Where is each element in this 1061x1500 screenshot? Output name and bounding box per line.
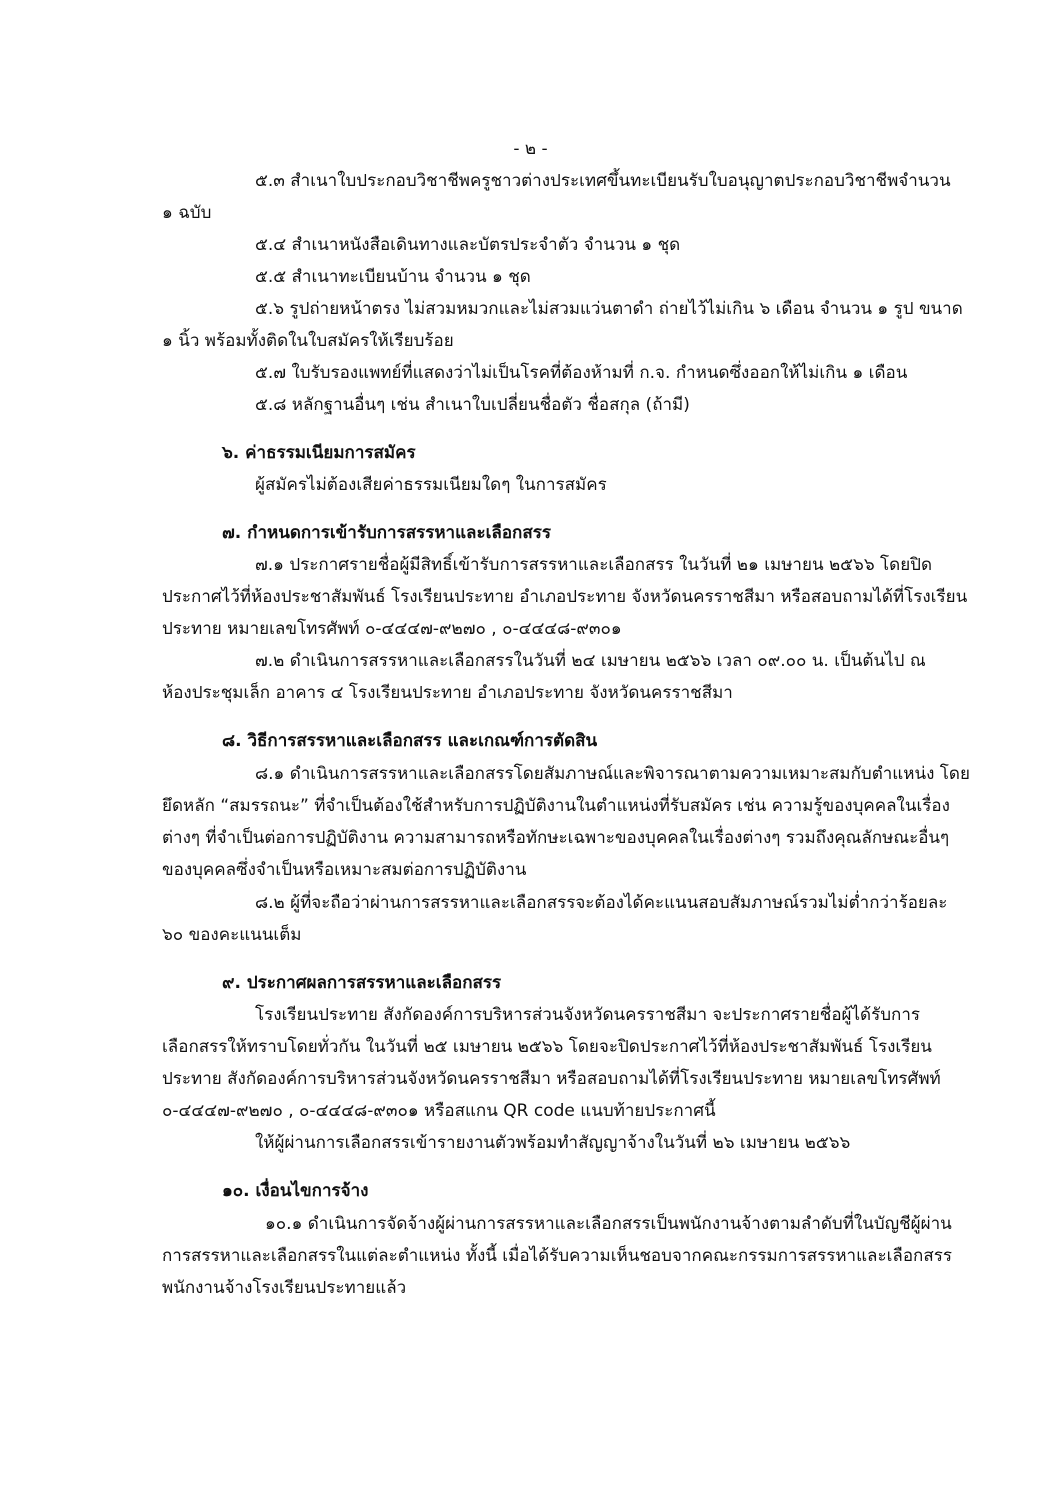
item-5-7: ๕.๗ ใบรับรองแพทย์ที่แสดงว่าไม่เป็นโรคที่ต้องห้ามที่ ก.จ. กำหนดซึ่งออกให้ไม่เกิน ๑ เดือน [255, 363, 908, 383]
item-10-1-line3: พนักงานจ้างโรงเรียนประทายแล้ว [162, 1278, 407, 1298]
item-8-2-line1: ๘.๒ ผู้ที่จะถือว่าผ่านการสรรหาและเลือกสรรจะต้องได้คะแนนสอบสัมภาษณ์รวมไม่ต่ำกว่าร้อยละ [255, 893, 948, 913]
item-7-2-line2: ห้องประชุมเล็ก อาคาร ๔ โรงเรียนประทาย อำเภอประทาย จังหวัดนครราชสีมา [162, 683, 733, 703]
item-5-5: ๕.๕ สำเนาทะเบียนบ้าน จำนวน ๑ ชุด [255, 267, 531, 287]
section-8-heading: ๘. วิธีการสรรหาและเลือกสรร และเกณฑ์การตัดสิน [222, 731, 598, 751]
item-10-1-line2: การสรรหาและเลือกสรรในแต่ละตำแหน่ง ทั้งนี้ เมื่อได้รับความเห็นชอบจากคณะกรรมการสรรหาและเลือกสรร [162, 1246, 952, 1266]
item-8-1-line1: ๘.๑ ดำเนินการสรรหาและเลือกสรรโดยสัมภาษณ์และพิจารณาตามความเหมาะสมกับตำแหน่ง โดย [255, 764, 970, 784]
section-9-line2: เลือกสรรให้ทราบโดยทั่วกัน ในวันที่ ๒๕ เมษายน ๒๕๖๖ โดยจะปิดประกาศไว้ที่ห้องประชาสัมพันธ์ โรงเรียน [162, 1037, 932, 1057]
item-7-1-line3: ประทาย หมายเลขโทรศัพท์ ๐-๔๔๔๗-๙๒๗๐ , ๐-๔๔๔๘-๙๓๐๑ [162, 619, 622, 639]
item-5-4: ๕.๔ สำเนาหนังสือเดินทางและบัตรประจำตัว จำนวน ๑ ชุด [255, 235, 681, 255]
item-5-3-line2: ๑ ฉบับ [162, 203, 212, 223]
item-7-1-line1: ๗.๑ ประกาศรายชื่อผู้มีสิทธิ์เข้ารับการสรรหาและเลือกสรร ในวันที่ ๒๑ เมษายน ๒๕๖๖ โดยปิด [255, 555, 932, 575]
page-number: - ๒ - [513, 139, 548, 159]
item-5-6-line2: ๑ นิ้ว พร้อมทั้งติดในใบสมัครให้เรียบร้อย [162, 331, 454, 351]
section-9-line1: โรงเรียนประทาย สังกัดองค์การบริหารส่วนจังหวัดนครราชสีมา จะประกาศรายชื่อผู้ได้รับการ [255, 1005, 920, 1025]
section-6-heading: ๖. ค่าธรรมเนียมการสมัคร [222, 443, 416, 463]
section-9-heading: ๙. ประกาศผลการสรรหาและเลือกสรร [222, 973, 502, 993]
section-9-line5: ให้ผู้ผ่านการเลือกสรรเข้ารายงานตัวพร้อมทำสัญญาจ้างในวันที่ ๒๖ เมษายน ๒๕๖๖ [255, 1133, 851, 1153]
section-6-text: ผู้สมัครไม่ต้องเสียค่าธรรมเนียมใดๆ ในการสมัคร [255, 475, 607, 495]
item-8-2-line2: ๖๐ ของคะแนนเต็ม [162, 925, 302, 945]
item-8-1-line4: ของบุคคลซึ่งจำเป็นหรือเหมาะสมต่อการปฏิบัติงาน [162, 860, 527, 880]
item-8-1-line3: ต่างๆ ที่จำเป็นต่อการปฏิบัติงาน ความสามารถหรือทักษะเฉพาะของบุคคลในเรื่องต่างๆ รวมถึงคุณลักษณะอื่นๆ [162, 828, 950, 848]
item-5-3-line1: ๕.๓ สำเนาใบประกอบวิชาชีพครูชาวต่างประเทศขึ้นทะเบียนรับใบอนุญาตประกอบวิชาชีพจำนวน [255, 171, 951, 191]
section-7-heading: ๗. กำหนดการเข้ารับการสรรหาและเลือกสรร [222, 523, 551, 543]
section-9-line4: ๐-๔๔๔๗-๙๒๗๐ , ๐-๔๔๔๘-๙๓๐๑ หรือสแกน QR code แนบท้ายประกาศนี้ [162, 1101, 716, 1121]
item-5-8: ๕.๘ หลักฐานอื่นๆ เช่น สำเนาใบเปลี่ยนชื่อตัว ชื่อสกุล (ถ้ามี) [255, 395, 690, 415]
section-10-heading: ๑๐. เงื่อนไขการจ้าง [222, 1181, 369, 1201]
item-7-1-line2: ประกาศไว้ที่ห้องประชาสัมพันธ์ โรงเรียนประทาย อำเภอประทาย จังหวัดนครราชสีมา หรือสอบถามได้ที่โรงเรียน [162, 587, 968, 607]
item-8-1-line2: ยึดหลัก “สมรรถนะ” ที่จำเป็นต้องใช้สำหรับการปฏิบัติงานในตำแหน่งที่รับสมัคร เช่น ความรู้ของบุคคลในเรื่อง [162, 796, 950, 816]
item-5-6-line1: ๕.๖ รูปถ่ายหน้าตรง ไม่สวมหมวกและไม่สวมแว่นตาดำ ถ่ายไว้ไม่เกิน ๖ เดือน จำนวน ๑ รูป ขนาด [255, 299, 963, 319]
item-10-1-line1: ๑๐.๑ ดำเนินการจัดจ้างผู้ผ่านการสรรหาและเลือกสรรเป็นพนักงานจ้างตามลำดับที่ในบัญชีผู้ผ่าน [265, 1214, 952, 1234]
section-9-line3: ประทาย สังกัดองค์การบริหารส่วนจังหวัดนครราชสีมา หรือสอบถามได้ที่โรงเรียนประทาย หมายเลขโทรศัพท์ [162, 1069, 941, 1089]
item-7-2-line1: ๗.๒ ดำเนินการสรรหาและเลือกสรรในวันที่ ๒๔ เมษายน ๒๕๖๖ เวลา ๐๙.๐๐ น. เป็นต้นไป ณ [255, 651, 926, 671]
